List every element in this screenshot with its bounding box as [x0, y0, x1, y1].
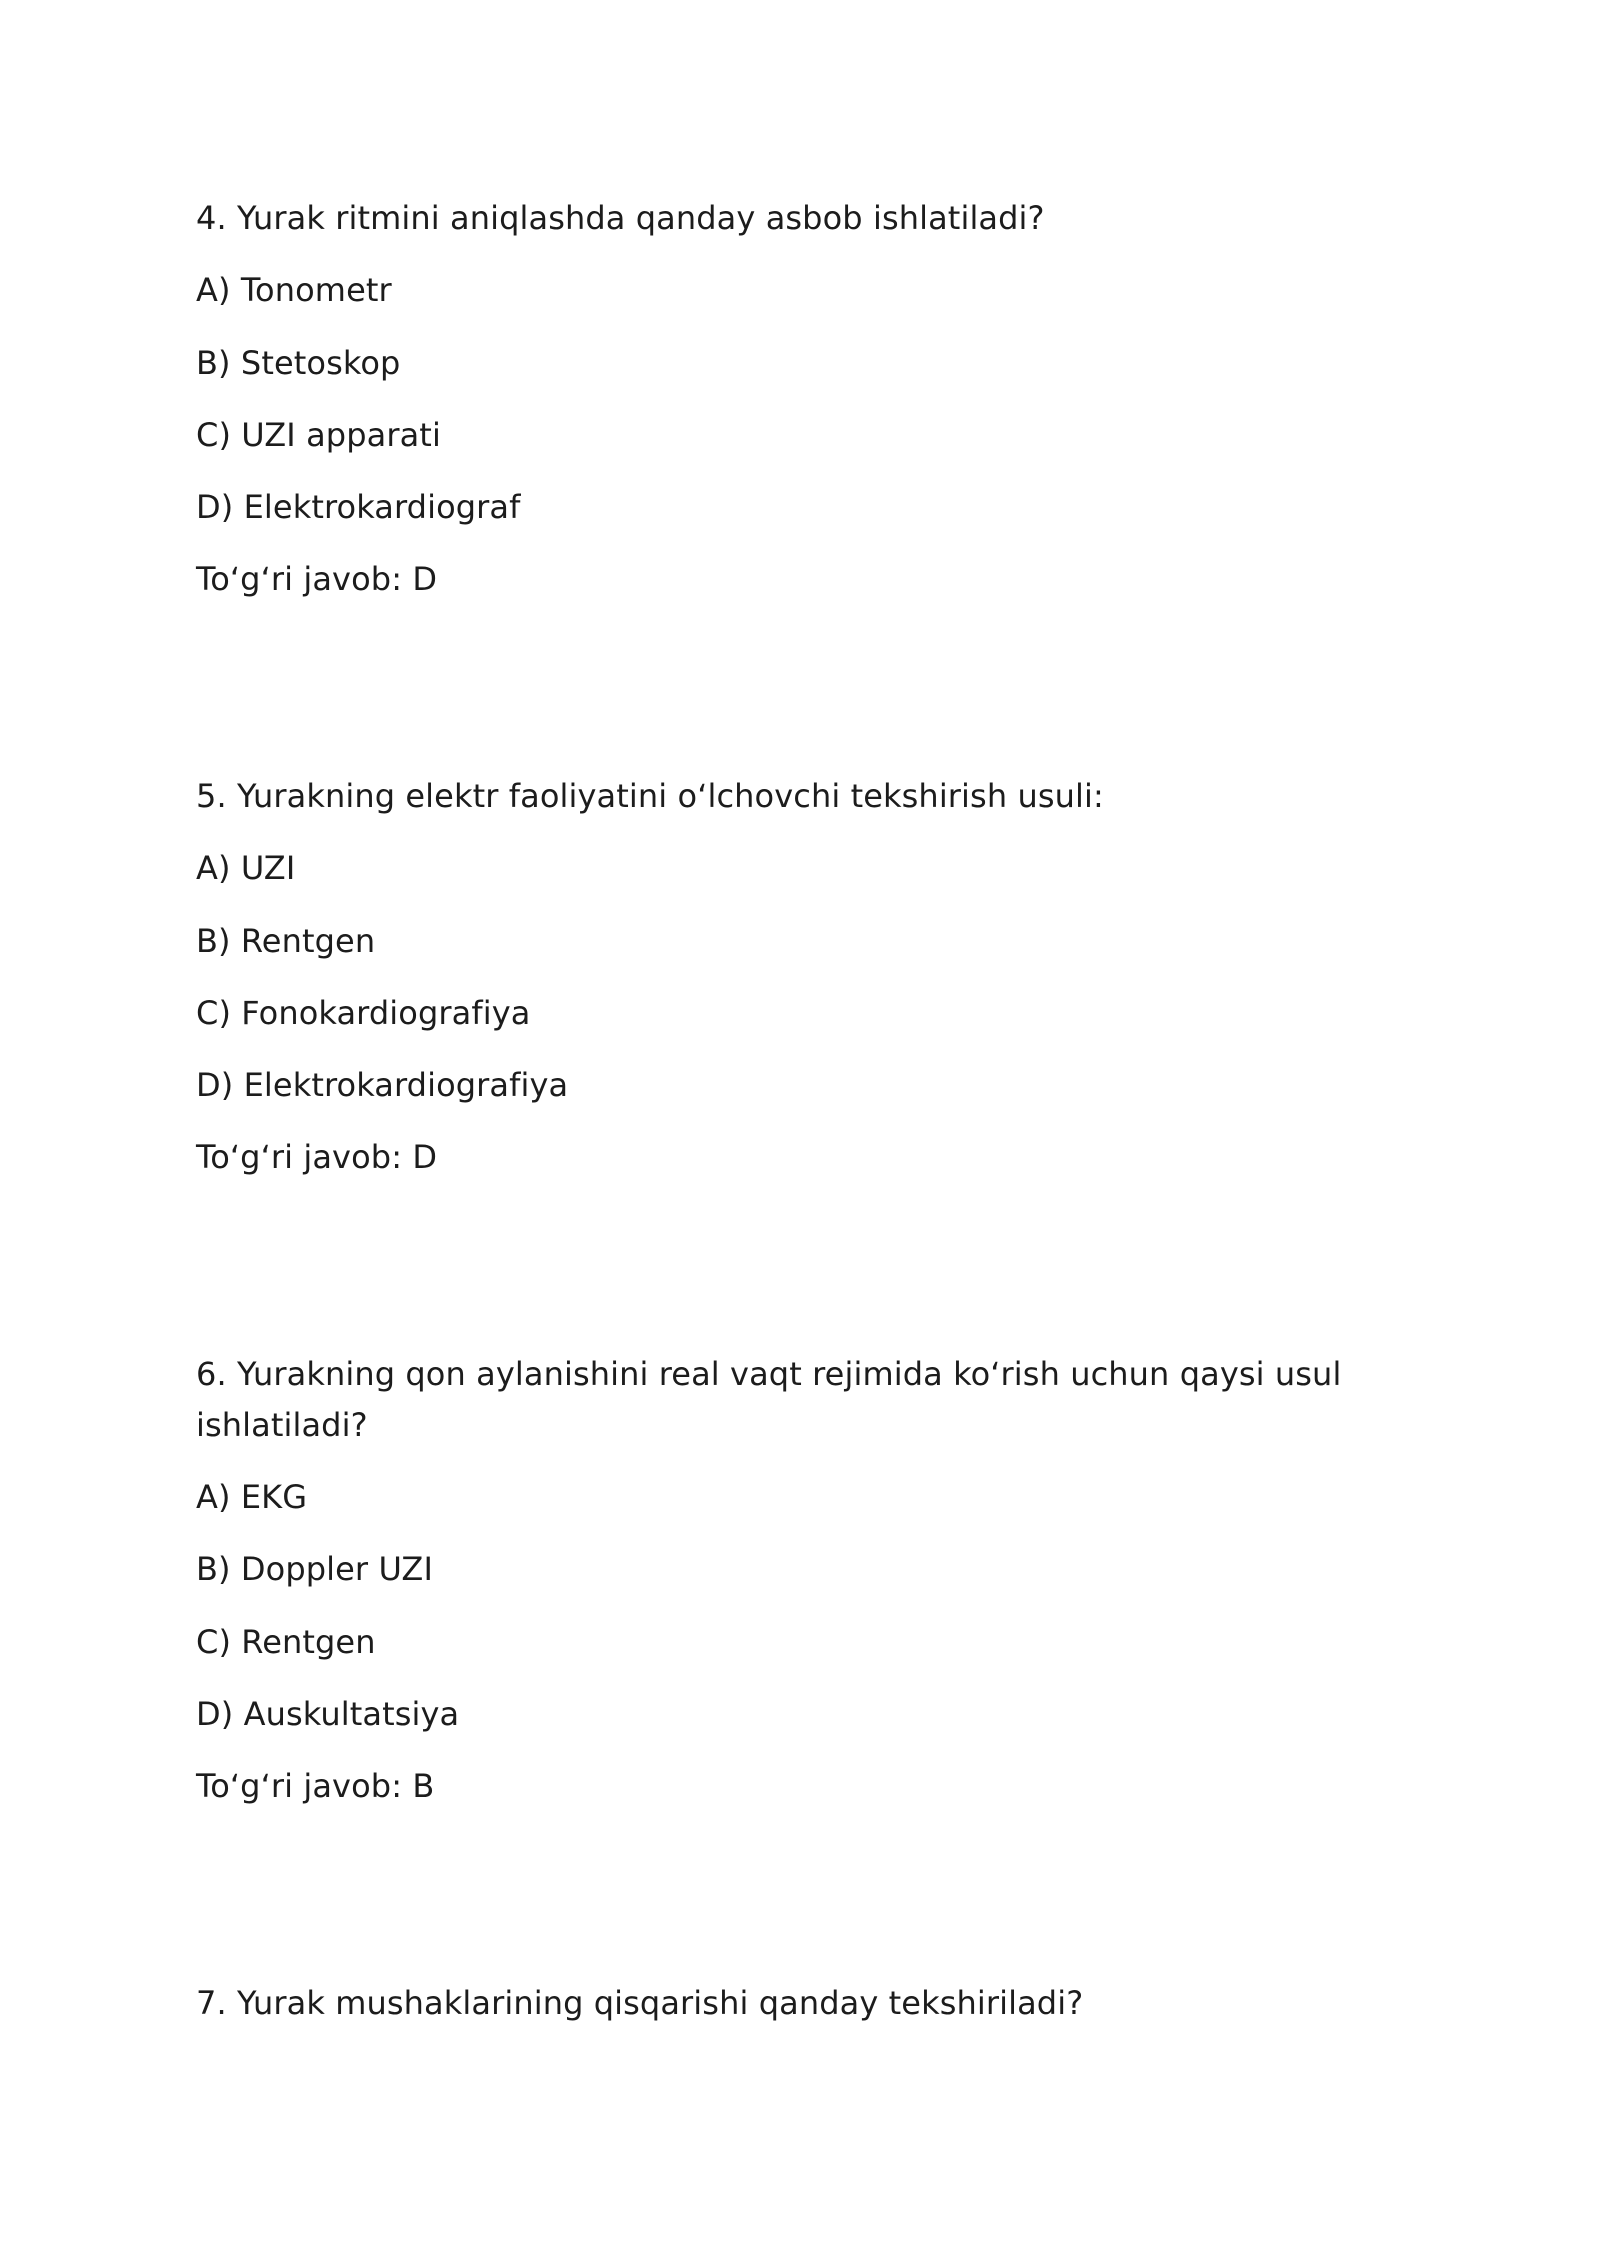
question-5-text: 5. Yurakning elektr faoliyatini o‘lchovchi tekshirish usuli:: [196, 777, 1104, 815]
question-5-option-c: C) Fonokardiografiya: [196, 994, 531, 1032]
question-6-option-b: B) Doppler UZI: [196, 1550, 433, 1588]
question-4-option-a: A) Tonometr: [196, 271, 392, 309]
question-6-text-line-1: 6. Yurakning qon aylanishini real vaqt rejimida ko‘rish uchun qaysi usul: [196, 1355, 1342, 1393]
question-4-answer: To‘g‘ri javob: D: [196, 560, 438, 598]
question-5-answer: To‘g‘ri javob: D: [196, 1138, 438, 1176]
question-5-option-d: D) Elektrokardiografiya: [196, 1066, 569, 1104]
question-7-text: 7. Yurak mushaklarining qisqarishi qanday tekshiriladi?: [196, 1984, 1084, 2022]
question-6-answer: To‘g‘ri javob: B: [196, 1767, 435, 1805]
question-4-option-b: B) Stetoskop: [196, 344, 401, 382]
question-5-option-b: B) Rentgen: [196, 922, 376, 960]
question-4-option-c: C) UZI apparati: [196, 416, 441, 454]
question-4-option-d: D) Elektrokardiograf: [196, 488, 521, 526]
question-6-option-a: A) EKG: [196, 1478, 308, 1516]
question-6-text-line-2: ishlatiladi?: [196, 1406, 368, 1444]
question-5-option-a: A) UZI: [196, 849, 296, 887]
question-4-text: 4. Yurak ritmini aniqlashda qanday asbob ishlatiladi?: [196, 199, 1045, 237]
question-6-option-d: D) Auskultatsiya: [196, 1695, 460, 1733]
question-6-option-c: C) Rentgen: [196, 1623, 376, 1661]
